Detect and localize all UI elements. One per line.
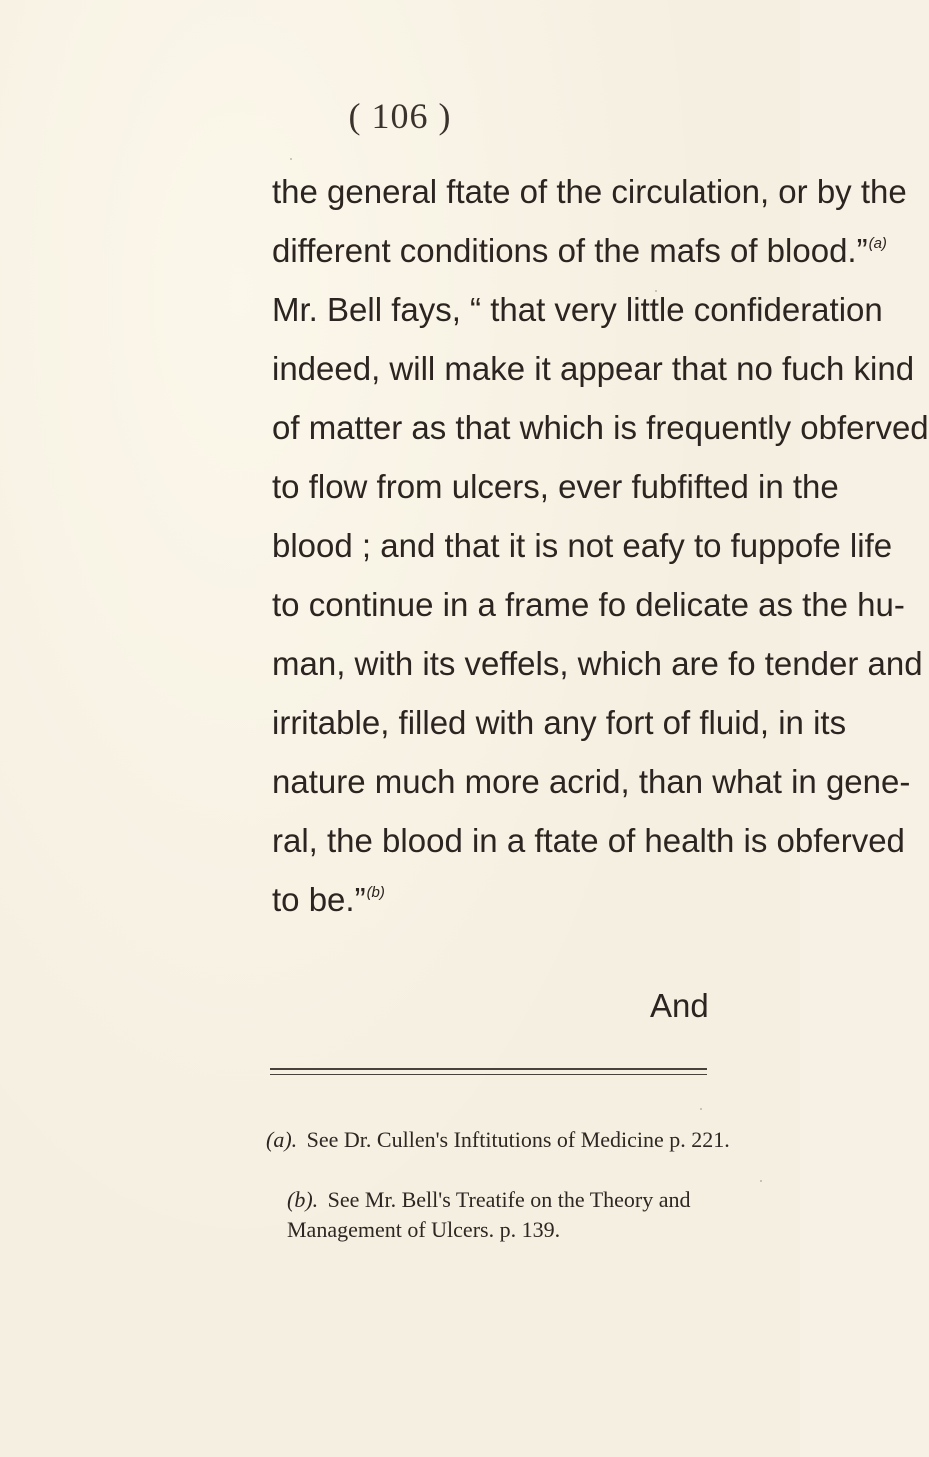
- body-line: irritable, filled with any fort of fluid, in its: [272, 704, 847, 741]
- body-line: man, with its veffels, which are fo tender and: [272, 645, 923, 682]
- footnote-ref-b: (b): [366, 884, 385, 901]
- footnote-text: See Dr. Cullen's Inftitutions of Medicine p. 221.: [306, 1127, 730, 1152]
- body-line: different conditions of the mafs of blood.”$^{(a)}$: [272, 232, 887, 269]
- body-line: to flow from ulcers, ever fubfifted in the: [272, 468, 839, 505]
- footnote-rule: [270, 1068, 707, 1070]
- body-line: the general ftate of the circulation, or by the: [272, 173, 907, 210]
- paper-speck: [290, 158, 292, 160]
- footnote-mark: (a).: [266, 1127, 298, 1152]
- footnote-text: See Mr. Bell's Treatife on the Theory and: [327, 1187, 691, 1212]
- paper-speck: [655, 290, 657, 292]
- footnote-a: [266, 1125, 730, 1155]
- body-line: to continue in a frame fo delicate as the hu-: [272, 586, 905, 623]
- paper-speck: [700, 1108, 702, 1110]
- footnote-ref-a: (a): [868, 235, 887, 252]
- body-line: Mr. Bell fays, “ that very little confideration: [272, 291, 883, 328]
- footnote-mark: (b).: [287, 1187, 319, 1212]
- body-line: indeed, will make it appear that no fuch kind: [272, 350, 915, 387]
- page-number: ( 106 ): [348, 96, 452, 136]
- footnote-text: Management of Ulcers. p. 139.: [287, 1217, 561, 1242]
- body-text: [272, 162, 929, 929]
- paper-speck: [760, 1180, 762, 1182]
- body-line: ral, the blood in a ftate of health is obferved: [272, 822, 905, 859]
- footnote-b: [287, 1185, 716, 1215]
- body-line: blood ; and that it is not eafy to fuppofe life: [272, 527, 893, 564]
- body-line: of matter as that which is frequently obferved: [272, 409, 929, 446]
- body-line: nature much more acrid, than what in gene-: [272, 763, 911, 800]
- footnotes: [266, 1125, 730, 1245]
- footnote-b-continuation: [287, 1215, 716, 1245]
- body-line: to be.”$^{(b)}$: [272, 881, 385, 918]
- footnote-rule-thin: [270, 1074, 707, 1075]
- catchword: And: [650, 987, 709, 1024]
